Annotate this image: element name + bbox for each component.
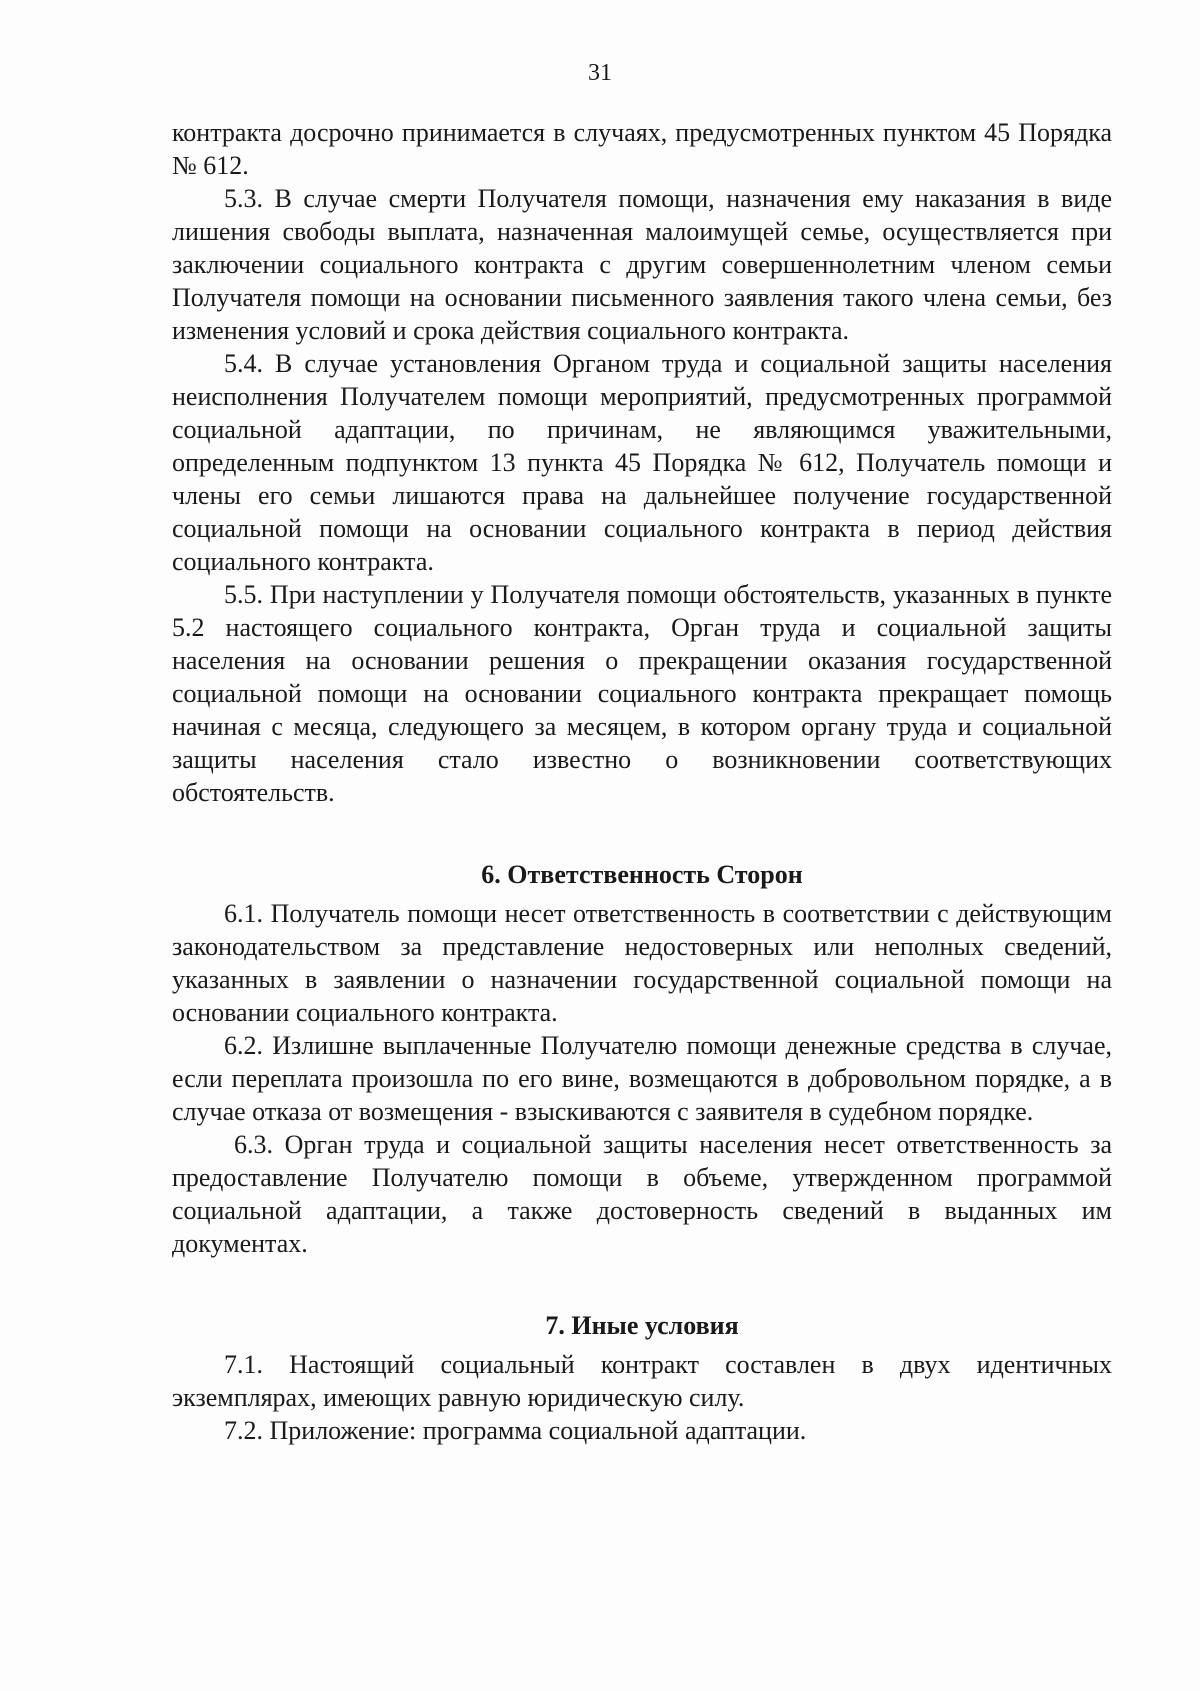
paragraph-6-3: 6.3. Орган труда и социальной защиты населения несет ответственность за предоставление Получателю помощи в объеме, утвержденном программой социальной адаптации, а также достоверность сведений в выданных им документах.	[172, 1130, 1112, 1258]
page-number: 31	[588, 60, 612, 86]
section-7-heading: 7. Иные условия	[545, 1311, 739, 1340]
paragraph-5-3: 5.3. В случае смерти Получателя помощи, назначения ему наказания в виде лишения свободы выплата, назначенная малоимущей семье, осуществляется при заключении социального контракта с другим совершеннолетним членом семьи Получателя помощи на основании письменного заявления такого члена семьи, без изменения условий и срока действия социального контракта.	[172, 184, 1112, 345]
paragraph-5-2-continuation: контракта досрочно принимается в случаях, предусмотренных пунктом 45 Порядка № 612.	[172, 118, 1112, 180]
section-6-heading: 6. Ответственность Сторон	[481, 860, 803, 889]
document-body	[172, 116, 1112, 1447]
paragraph-6-1: 6.1. Получатель помощи несет ответственность в соответствии с действующим законодательством за представление недостоверных или неполных сведений, указанных в заявлении о назначении государственной социальной помощи на основании социального контракта.	[172, 899, 1112, 1027]
paragraph-7-2: 7.2. Приложение: программа социальной адаптации.	[224, 1416, 807, 1445]
paragraph-5-5: 5.5. При наступлении у Получателя помощи обстоятельств, указанных в пункте 5.2 настоящего социального контракта, Орган труда и социальной защиты населения на основании решения о прекращении оказания государственной социальной помощи на основании социального контракта прекращает помощь начиная с месяца, следующего за месяцем, в котором органу труда и социальной защиты населения стало известно о возникновении соответствующих обстоятельств.	[172, 580, 1112, 807]
paragraph-6-2: 6.2. Излишне выплаченные Получателю помощи денежные средства в случае, если переплата произошла по его вине, возмещаются в добровольном порядке, а в случае отказа от возмещения - взыскиваются с заявителя в судебном порядке.	[172, 1031, 1112, 1126]
paragraph-7-1: 7.1. Настоящий социальный контракт составлен в двух идентичных экземплярах, имеющих равную юридическую силу.	[172, 1350, 1112, 1412]
paragraph-5-4: 5.4. В случае установления Органом труда и социальной защиты населения неисполнения Получателем помощи мероприятий, предусмотренных программой социальной адаптации, по причинам, не являющимся уважительными, определенным подпунктом 13 пункта 45 Порядка № 612, Получатель помощи и члены его семьи лишаются права на дальнейшее получение государственной социальной помощи на основании социального контракта в период действия социального контракта.	[172, 349, 1112, 576]
